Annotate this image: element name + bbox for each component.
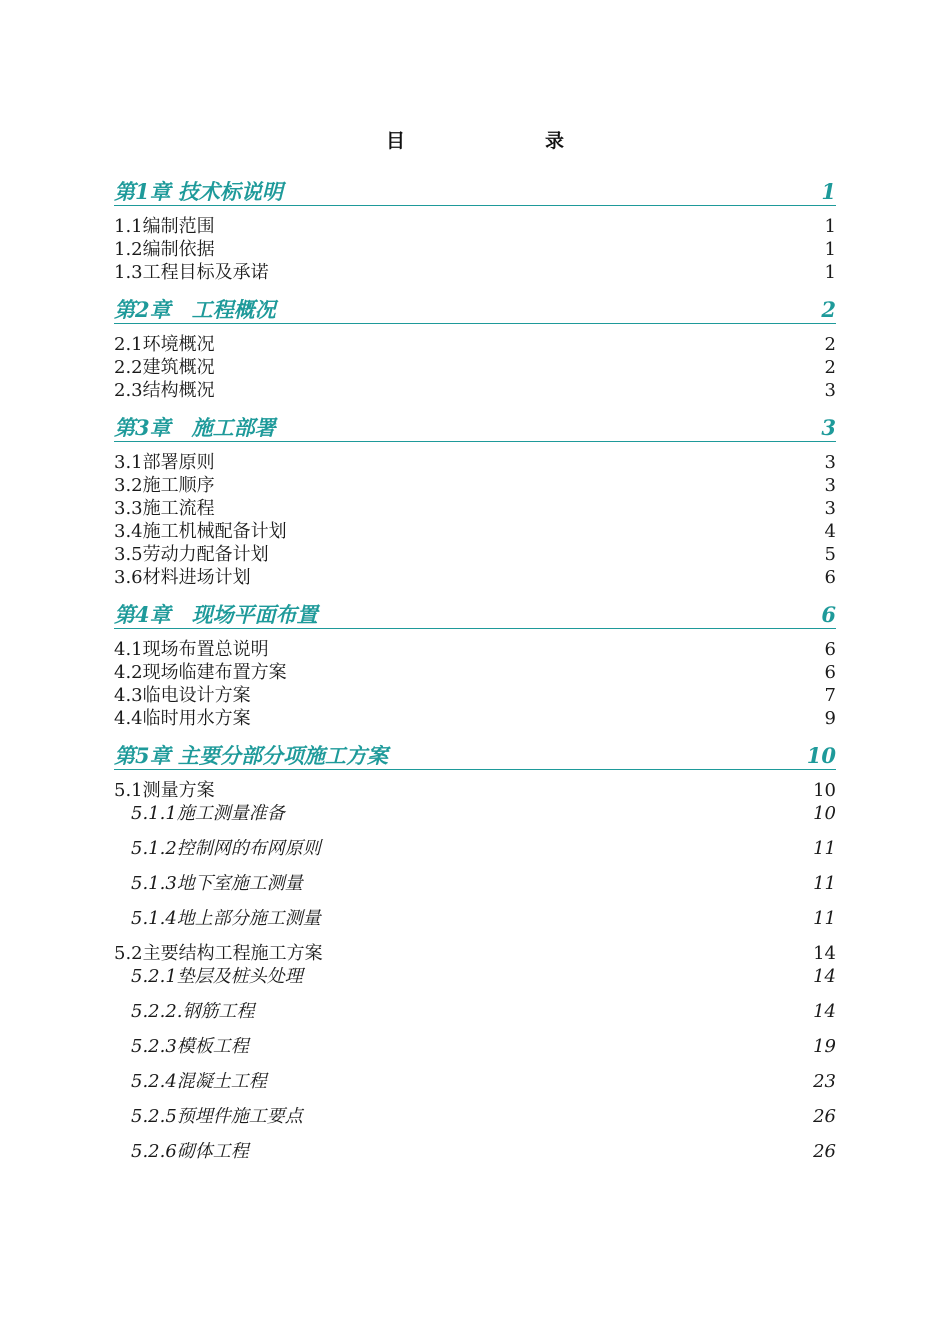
entry-page: 1 xyxy=(824,262,836,283)
toc-subentry[interactable] xyxy=(114,1000,836,1035)
entry-page: 3 xyxy=(824,498,836,519)
subentry-label: 5.2.2.钢筋工程 xyxy=(131,1001,255,1022)
entry-label: 1.1编制范围 xyxy=(114,216,215,237)
entry-page: 1 xyxy=(824,239,836,260)
toc-subentry[interactable] xyxy=(114,1140,836,1163)
entry-label: 3.4施工机械配备计划 xyxy=(114,521,287,542)
subentry-label: 5.2.3模板工程 xyxy=(131,1036,249,1057)
subentry-page: 10 xyxy=(813,803,836,824)
subentry-label: 5.2.4混凝土工程 xyxy=(131,1071,267,1092)
chapter-label: 第3章 施工部署 xyxy=(114,415,276,440)
toc-entry[interactable] xyxy=(114,520,836,543)
entry-label: 2.1环境概况 xyxy=(114,334,215,355)
entry-label: 2.2建筑概况 xyxy=(114,357,215,378)
entry-page: 9 xyxy=(824,708,836,729)
entry-label: 3.2施工顺序 xyxy=(114,475,215,496)
toc-title: 目 录 xyxy=(385,130,598,152)
entry-label: 4.2现场临建布置方案 xyxy=(114,662,287,683)
entry-label: 3.5劳动力配备计划 xyxy=(114,544,269,565)
subentry-page: 19 xyxy=(813,1036,836,1057)
toc-entry[interactable] xyxy=(114,333,836,356)
entry-page: 3 xyxy=(824,475,836,496)
toc-subentry[interactable] xyxy=(114,907,836,942)
entry-label: 2.3结构概况 xyxy=(114,380,215,401)
toc-entry[interactable] xyxy=(114,638,836,661)
subentry-page: 14 xyxy=(813,1001,836,1022)
subentry-label: 5.2.1垫层及桩头处理 xyxy=(131,966,303,987)
subentry-page: 26 xyxy=(813,1141,836,1162)
toc-entry[interactable] xyxy=(114,566,836,589)
entry-label: 5.1测量方案 xyxy=(114,780,215,801)
entry-page: 2 xyxy=(824,357,836,378)
chapter-label: 第4章 现场平面布置 xyxy=(114,602,318,627)
toc-chapter-4[interactable] xyxy=(114,601,836,629)
subentry-page: 11 xyxy=(813,873,836,894)
entry-page: 7 xyxy=(824,685,836,706)
subentry-label: 5.1.4地上部分施工测量 xyxy=(131,908,321,929)
entry-page: 4 xyxy=(824,521,836,542)
toc-entry[interactable] xyxy=(114,215,836,238)
toc-subentry[interactable] xyxy=(114,1070,836,1105)
entry-label: 3.6材料进场计划 xyxy=(114,567,251,588)
toc-subentry[interactable] xyxy=(114,1035,836,1070)
toc-chapter-2[interactable] xyxy=(114,296,836,324)
entry-page: 1 xyxy=(824,216,836,237)
chapter-label: 第2章 工程概况 xyxy=(114,297,276,322)
toc-entry[interactable] xyxy=(114,684,836,707)
toc-chapter-5[interactable] xyxy=(114,742,836,770)
entry-label: 3.1部署原则 xyxy=(114,452,215,473)
toc-entry[interactable] xyxy=(114,451,836,474)
toc-subentry[interactable] xyxy=(114,1105,836,1140)
chapter-page: 3 xyxy=(821,415,836,440)
subentry-page: 14 xyxy=(813,966,836,987)
entry-page: 6 xyxy=(824,639,836,660)
entry-label: 4.1现场布置总说明 xyxy=(114,639,269,660)
toc-chapter-3[interactable] xyxy=(114,414,836,442)
chapter-page: 2 xyxy=(821,297,836,322)
toc-entry[interactable] xyxy=(114,707,836,730)
subentry-page: 23 xyxy=(813,1071,836,1092)
chapter-page: 1 xyxy=(821,179,836,204)
chapter-page: 6 xyxy=(821,602,836,627)
entry-page: 5 xyxy=(824,544,836,565)
chapter-label: 第1章 技术标说明 xyxy=(114,179,283,204)
subentry-label: 5.1.1施工测量准备 xyxy=(131,803,285,824)
toc-entry[interactable] xyxy=(114,356,836,379)
subentry-page: 11 xyxy=(813,908,836,929)
toc-entry[interactable] xyxy=(114,238,836,261)
subentry-label: 5.2.6砌体工程 xyxy=(131,1141,249,1162)
toc-subentry[interactable] xyxy=(114,965,836,1000)
entry-label: 1.2编制依据 xyxy=(114,239,215,260)
toc-entry[interactable] xyxy=(114,779,836,802)
entry-page: 14 xyxy=(813,943,836,964)
subentry-label: 5.1.3地下室施工测量 xyxy=(131,873,303,894)
entry-page: 3 xyxy=(824,452,836,473)
toc-entry[interactable] xyxy=(114,474,836,497)
toc-subentry[interactable] xyxy=(114,872,836,907)
entry-label: 4.4临时用水方案 xyxy=(114,708,251,729)
toc-entry[interactable] xyxy=(114,261,836,284)
entry-page: 3 xyxy=(824,380,836,401)
toc-entry[interactable] xyxy=(114,661,836,684)
entry-label: 5.2主要结构工程施工方案 xyxy=(114,943,323,964)
entry-page: 2 xyxy=(824,334,836,355)
subentry-page: 26 xyxy=(813,1106,836,1127)
subentry-label: 5.2.5预埋件施工要点 xyxy=(131,1106,303,1127)
toc-subentry[interactable] xyxy=(114,802,836,837)
toc-entry[interactable] xyxy=(114,497,836,520)
chapter-label: 第5章 主要分部分项施工方案 xyxy=(114,743,388,768)
table-of-contents xyxy=(114,178,836,1163)
entry-label: 3.3施工流程 xyxy=(114,498,215,519)
toc-entry[interactable] xyxy=(114,543,836,566)
toc-chapter-1[interactable] xyxy=(114,178,836,206)
entry-page: 6 xyxy=(824,662,836,683)
toc-entry[interactable] xyxy=(114,942,836,965)
entry-page: 6 xyxy=(824,567,836,588)
toc-subentry[interactable] xyxy=(114,837,836,872)
subentry-page: 11 xyxy=(813,838,836,859)
entry-label: 4.3临电设计方案 xyxy=(114,685,251,706)
entry-page: 10 xyxy=(813,780,836,801)
entry-label: 1.3工程目标及承诺 xyxy=(114,262,269,283)
subentry-label: 5.1.2控制网的布网原则 xyxy=(131,838,321,859)
chapter-page: 10 xyxy=(806,743,836,768)
toc-entry[interactable] xyxy=(114,379,836,402)
